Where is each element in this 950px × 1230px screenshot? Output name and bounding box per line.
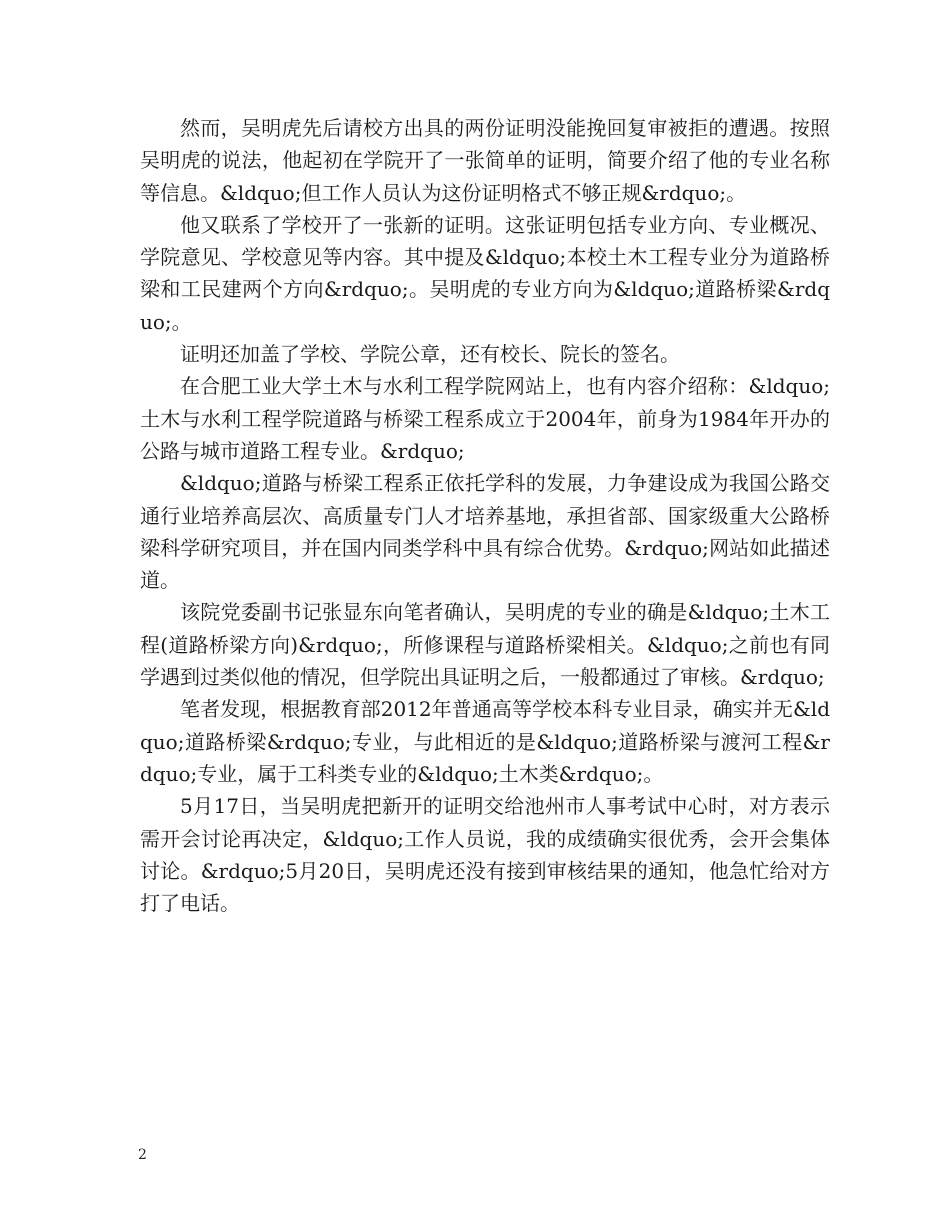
paragraph-3: 证明还加盖了学校、学院公章，还有校长、院长的签名。	[180, 342, 680, 367]
paragraph-1: 然而，吴明虎先后请校方出具的两份证明没能挽回复审被拒的遭遇。按照吴明虎的说法，他起初在学院开了一张简单的证明，简要介绍了他的专业名称等信息。&ldquo;但工作人员认为这份证明格式不够正规&rdquo;。	[140, 116, 830, 205]
page-number: 2	[138, 1147, 147, 1163]
paragraph-7: 笔者发现，根据教育部2012年普通高等学校本科专业目录，确实并无&ldquo;道路桥梁&rdquo;专业，与此相近的是&ldquo;道路桥梁与渡河工程&rdquo;专业，属于工科类专业的&ldquo;土木类&rdquo;。	[140, 697, 830, 786]
article-body	[140, 112, 830, 919]
paragraph-8: 5月17日，当吴明虎把新开的证明交给池州市人事考试中心时，对方表示需开会讨论再决定，&ldquo;工作人员说，我的成绩确实很优秀，会开会集体讨论。&rdquo;5月20日，吴明虎还没有接到审核结果的通知，他急忙给对方打了电话。	[140, 794, 830, 916]
paragraph-6: 该院党委副书记张显东向笔者确认，吴明虎的专业的确是&ldquo;土木工程(道路桥梁方向)&rdquo;，所修课程与道路桥梁相关。&ldquo;之前也有同学遇到过类似他的情况，但学院出具证明之后，一般都通过了审核。&rdquo;	[140, 600, 830, 690]
paragraph-2: 他又联系了学校开了一张新的证明。这张证明包括专业方向、专业概况、学院意见、学校意见等内容。其中提及&ldquo;本校土木工程专业分为道路桥梁和工民建两个方向&rdquo;。吴明虎的专业方向为&ldquo;道路桥梁&rdquo;。	[140, 212, 830, 334]
paragraph-5: &ldquo;道路与桥梁工程系正依托学科的发展，力争建设成为我国公路交通行业培养高层次、高质量专门人才培养基地，承担省部、国家级重大公路桥梁科学研究项目，并在国内同类学科中具有综合优势。&rdquo;网站如此描述道。	[140, 471, 830, 593]
paragraph-4: 在合肥工业大学土木与水利工程学院网站上，也有内容介绍称：&ldquo;土木与水利工程学院道路与桥梁工程系成立于2004年，前身为1984年开办的公路与城市道路工程专业。&rdquo;	[140, 374, 830, 463]
